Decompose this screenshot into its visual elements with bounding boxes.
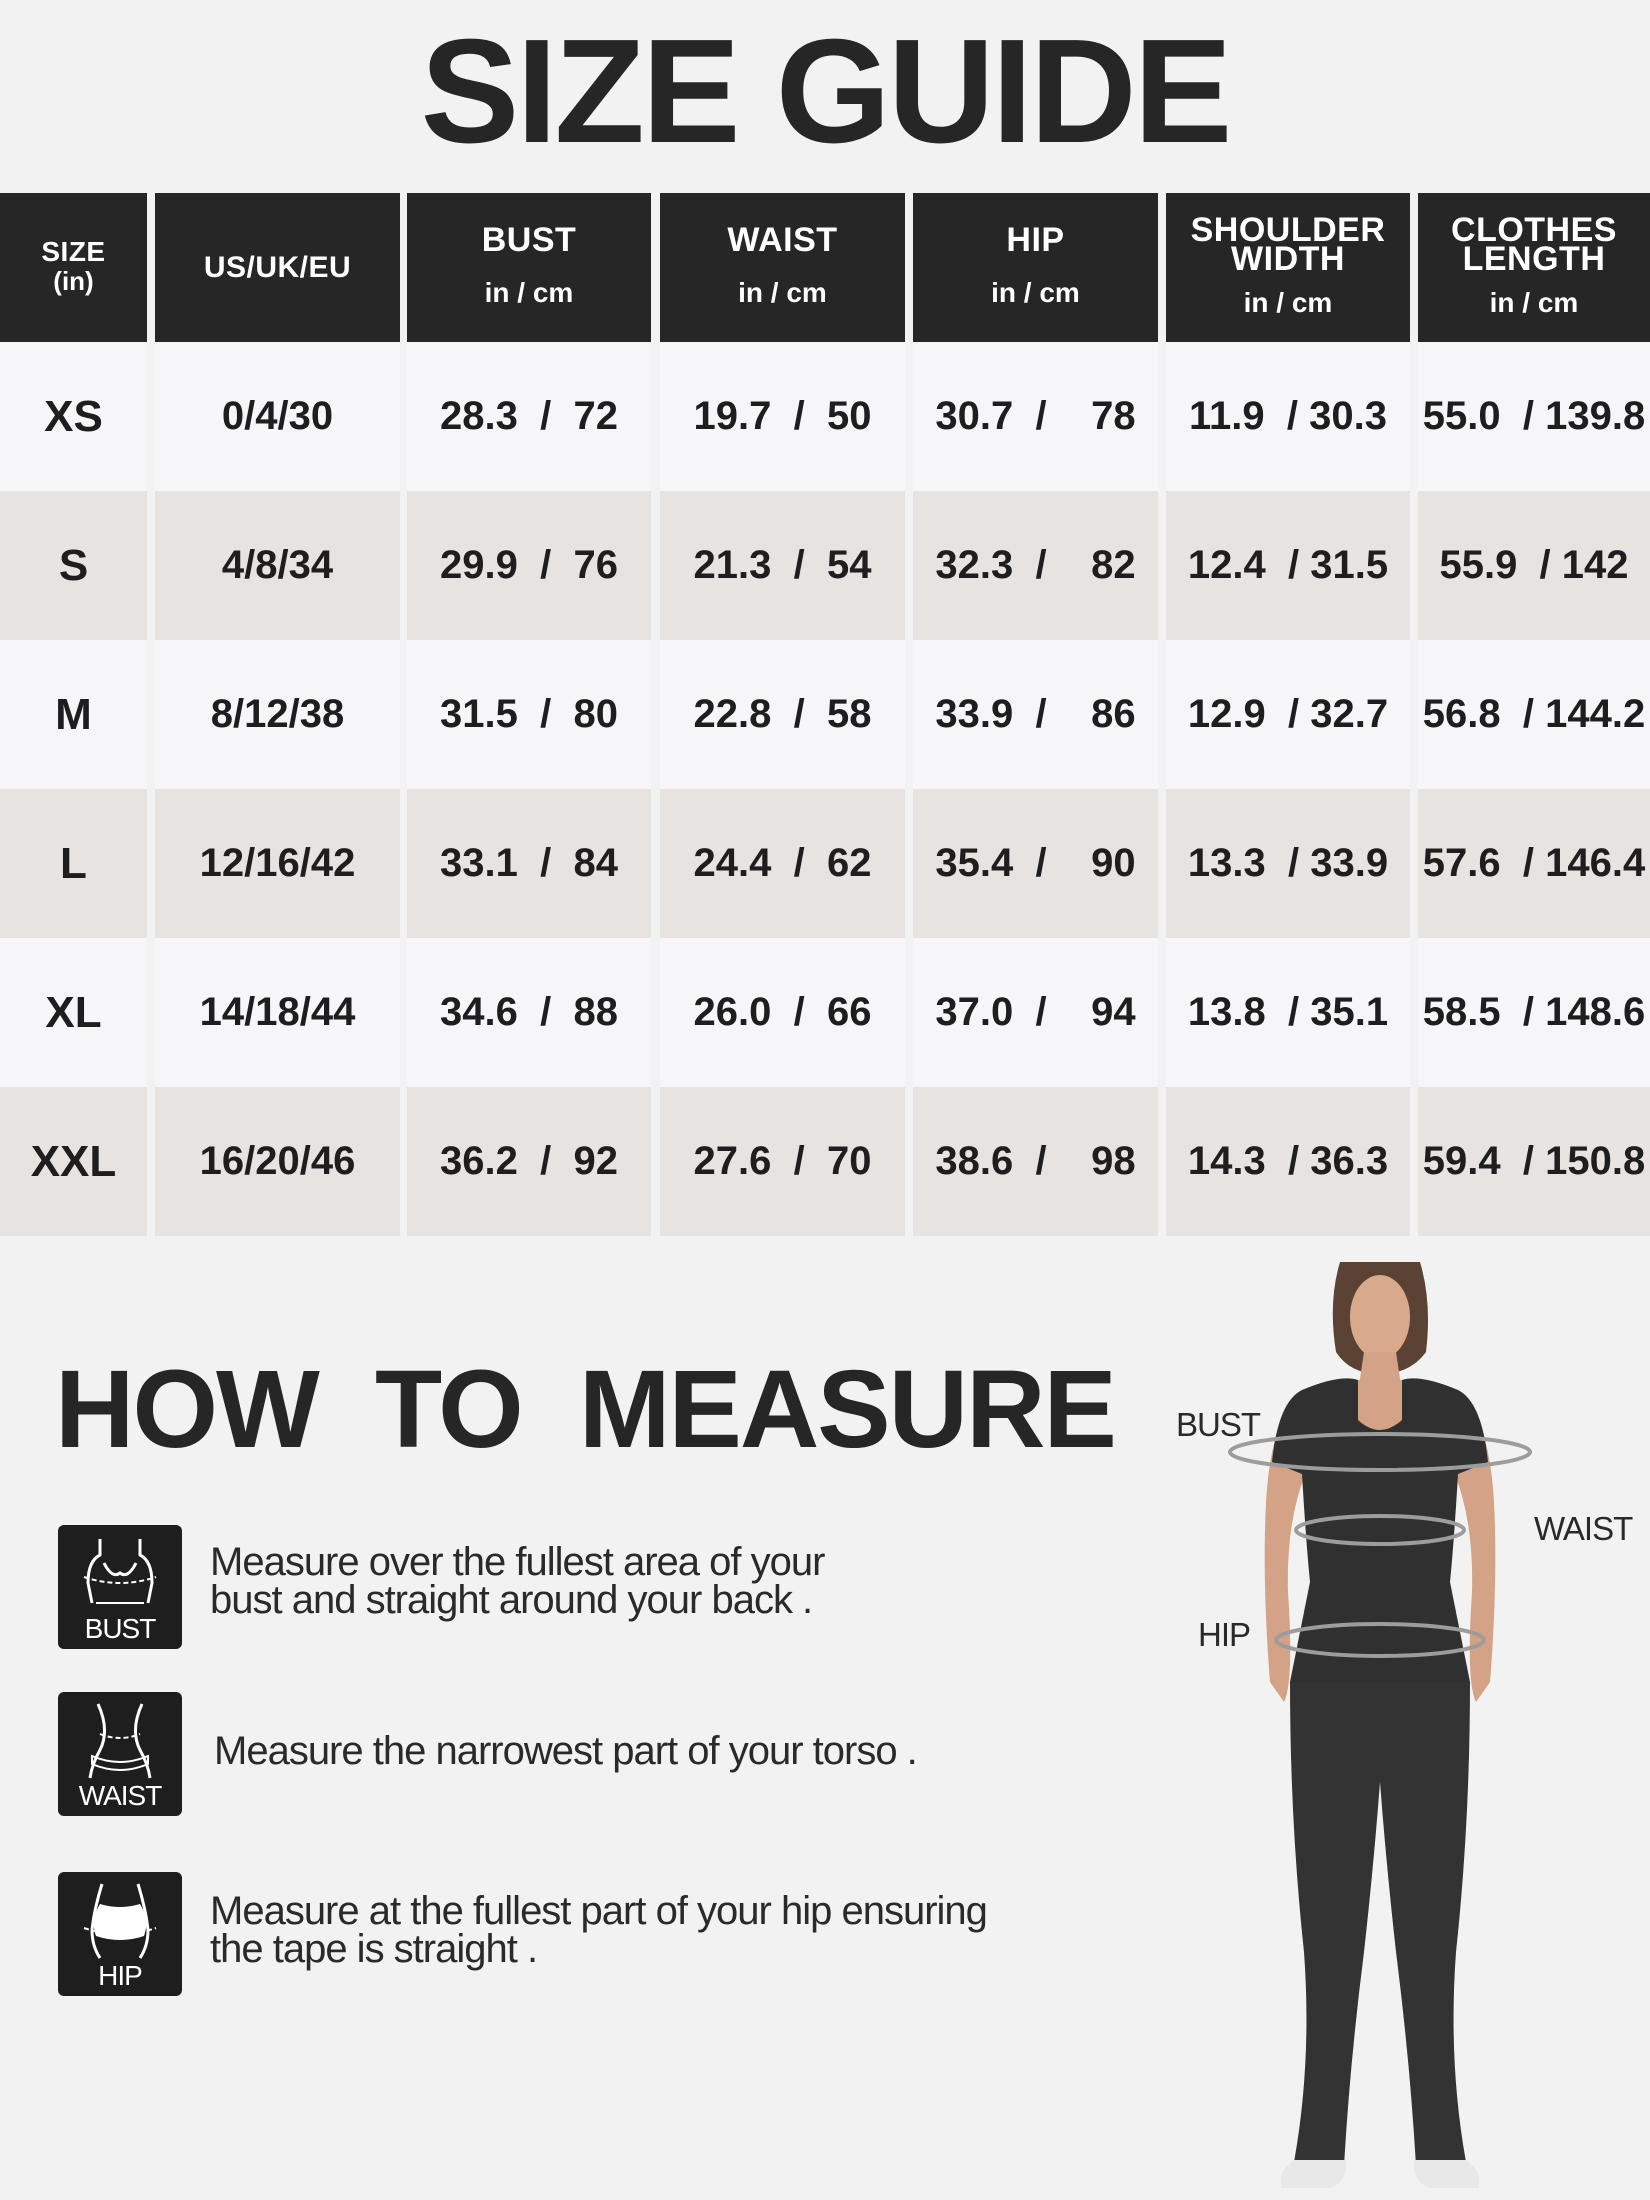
length-value: 55.9 / 142 — [1439, 543, 1629, 587]
header-length-label: CLOTHES — [1451, 210, 1617, 249]
cell-length — [1418, 640, 1650, 789]
shoulder-value: 13.8 / 35.1 — [1187, 990, 1389, 1034]
header-size-unit: (in) — [53, 266, 94, 296]
tip-hip — [58, 1872, 1108, 2002]
hip-value: 37.0 / 94 — [935, 990, 1136, 1034]
header-hip-unit: in / cm — [991, 276, 1080, 308]
hip-value: 33.9 / 86 — [935, 692, 1136, 736]
cell-bust — [407, 640, 651, 789]
hip-value: 32.3 / 82 — [935, 543, 1136, 587]
cell-waist — [660, 640, 905, 789]
cell-length — [1418, 1087, 1650, 1236]
cell-size — [0, 1087, 147, 1236]
bust-value: 33.1 / 84 — [440, 841, 618, 885]
header-shoulder-unit: in / cm — [1243, 287, 1333, 319]
tip-waist — [58, 1692, 1108, 1822]
waist-icon-label: WAIST — [78, 1780, 162, 1811]
shoulder-value: 12.4 / 31.5 — [1187, 543, 1389, 587]
cell-region — [155, 640, 400, 789]
size-value: M — [55, 689, 92, 739]
cell-region — [155, 342, 400, 491]
length-value: 59.4 / 150.8 — [1422, 1139, 1646, 1183]
waist-value: 19.7 / 50 — [693, 394, 872, 438]
header-length — [1418, 193, 1650, 342]
region-value: 16/20/46 — [199, 1139, 356, 1183]
header-bust — [407, 193, 651, 342]
cell-bust — [407, 1087, 651, 1236]
header-shoulder-label: SHOULDER — [1190, 210, 1386, 249]
tip-waist-line1: Measure the narrowest part of your torso . — [214, 1729, 917, 1773]
region-value: 12/16/42 — [199, 841, 356, 885]
cell-length — [1418, 342, 1650, 491]
table-row — [0, 1087, 1650, 1236]
header-region-label: US/UK/EU — [203, 250, 352, 284]
header-shoulder-label-2: WIDTH — [1231, 239, 1345, 278]
page-title: SIZE GUIDE — [420, 9, 1230, 174]
table-header — [0, 193, 1650, 342]
cell-shoulder — [1166, 491, 1410, 640]
bust-value: 36.2 / 92 — [440, 1139, 618, 1183]
bust-value: 34.6 / 88 — [440, 990, 618, 1034]
cell-length — [1418, 938, 1650, 1087]
cell-size — [0, 640, 147, 789]
size-value: L — [60, 838, 87, 888]
header-bust-label: BUST — [481, 221, 577, 260]
bust-icon-label: BUST — [84, 1613, 156, 1644]
cell-region — [155, 938, 400, 1087]
length-value: 56.8 / 144.2 — [1422, 692, 1646, 736]
table-row — [0, 491, 1650, 640]
tip-bust-line1: Measure over the fullest area of your — [210, 1540, 825, 1584]
cell-region — [155, 491, 400, 640]
cell-shoulder — [1166, 342, 1410, 491]
waist-value: 26.0 / 66 — [693, 990, 872, 1034]
length-value: 57.6 / 146.4 — [1422, 841, 1646, 885]
table-row — [0, 640, 1650, 789]
cell-waist — [660, 1087, 905, 1236]
header-waist-unit: in / cm — [738, 276, 827, 308]
cell-shoulder — [1166, 1087, 1410, 1236]
cell-hip — [913, 491, 1158, 640]
table-row — [0, 342, 1650, 491]
region-value: 8/12/38 — [210, 692, 345, 736]
header-length-label-2: LENGTH — [1462, 239, 1606, 278]
header-shoulder — [1166, 193, 1410, 342]
waist-icon — [58, 1692, 182, 1816]
hip-icon-label: HIP — [98, 1960, 142, 1991]
header-bust-unit: in / cm — [484, 276, 574, 308]
cell-region — [155, 1087, 400, 1236]
cell-size — [0, 938, 147, 1087]
length-value: 58.5 / 148.6 — [1422, 990, 1646, 1034]
size-value: S — [58, 540, 89, 590]
hip-icon — [58, 1872, 182, 1996]
model-figure — [1170, 1262, 1650, 2200]
waist-value: 24.4 / 62 — [693, 841, 872, 885]
hip-value: 30.7 / 78 — [935, 394, 1136, 438]
table-row — [0, 938, 1650, 1087]
cell-length — [1418, 491, 1650, 640]
cell-hip — [913, 1087, 1158, 1236]
cell-length — [1418, 789, 1650, 938]
cell-hip — [913, 342, 1158, 491]
cell-size — [0, 491, 147, 640]
cell-shoulder — [1166, 789, 1410, 938]
bust-value: 29.9 / 76 — [440, 543, 618, 587]
waist-value: 21.3 / 54 — [693, 543, 872, 587]
waist-value: 22.8 / 58 — [693, 692, 872, 736]
bust-value: 31.5 / 80 — [440, 692, 618, 736]
waist-value: 27.6 / 70 — [693, 1139, 872, 1183]
cell-waist — [660, 491, 905, 640]
figure-label-waist: WAIST — [1534, 1510, 1633, 1547]
size-value: XXL — [30, 1136, 117, 1186]
shoulder-value: 11.9 / 30.3 — [1189, 394, 1387, 438]
header-region — [155, 193, 400, 342]
how-to-measure-heading: HOW TO MEASURE — [55, 1348, 1115, 1471]
length-value: 55.0 / 139.8 — [1422, 394, 1646, 438]
cell-size — [0, 342, 147, 491]
header-hip-label: HIP — [1006, 221, 1065, 260]
header-waist — [660, 193, 905, 342]
shoulder-value: 14.3 / 36.3 — [1187, 1139, 1389, 1183]
cell-bust — [407, 491, 651, 640]
bust-icon — [58, 1525, 182, 1649]
cell-waist — [660, 789, 905, 938]
shoulder-value: 12.9 / 32.7 — [1187, 692, 1389, 736]
tip-hip-line1: Measure at the fullest part of your hip ensuring — [210, 1889, 987, 1933]
cell-waist — [660, 342, 905, 491]
tip-hip-line2: the tape is straight . — [210, 1927, 538, 1971]
cell-hip — [913, 640, 1158, 789]
size-table — [0, 193, 1650, 1236]
model-silhouette — [1170, 1262, 1650, 2200]
shoulder-value: 13.3 / 33.9 — [1187, 841, 1389, 885]
header-size-label: SIZE — [41, 236, 106, 267]
region-value: 0/4/30 — [221, 394, 334, 438]
figure-label-bust: BUST — [1176, 1406, 1261, 1443]
hip-value: 38.6 / 98 — [935, 1139, 1136, 1183]
region-value: 4/8/34 — [221, 543, 334, 587]
cell-bust — [407, 789, 651, 938]
header-hip — [913, 193, 1158, 342]
figure-label-hip: HIP — [1198, 1616, 1251, 1653]
header-length-unit: in / cm — [1489, 287, 1579, 319]
tip-bust — [58, 1525, 1108, 1655]
tip-bust-line2: bust and straight around your back . — [210, 1578, 813, 1622]
bust-value: 28.3 / 72 — [440, 394, 618, 438]
cell-bust — [407, 938, 651, 1087]
cell-hip — [913, 938, 1158, 1087]
table-row — [0, 789, 1650, 938]
region-value: 14/18/44 — [199, 990, 356, 1034]
hip-value: 35.4 / 90 — [935, 841, 1136, 885]
cell-shoulder — [1166, 640, 1410, 789]
cell-bust — [407, 342, 651, 491]
cell-hip — [913, 789, 1158, 938]
size-value: XL — [45, 987, 102, 1037]
header-waist-label: WAIST — [727, 221, 838, 260]
size-value: XS — [44, 391, 103, 441]
cell-waist — [660, 938, 905, 1087]
cell-region — [155, 789, 400, 938]
header-size — [0, 193, 147, 342]
cell-shoulder — [1166, 938, 1410, 1087]
cell-size — [0, 789, 147, 938]
